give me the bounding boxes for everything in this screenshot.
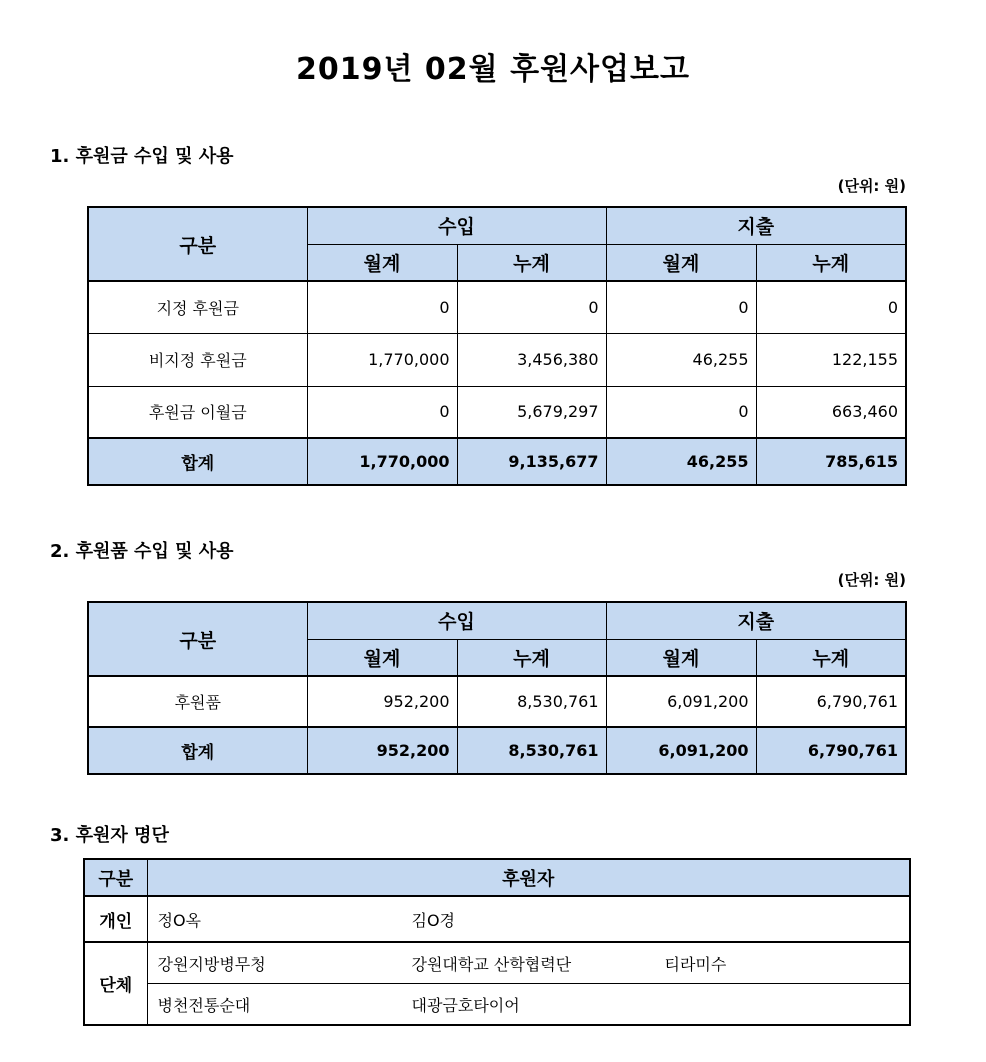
income-monthly: 1,770,000 bbox=[307, 333, 457, 386]
header-expense-cumulative: 누계 bbox=[756, 244, 906, 281]
header-income: 수입 bbox=[307, 207, 606, 244]
expense-cumulative: 0 bbox=[756, 281, 906, 333]
group-row bbox=[84, 942, 910, 984]
expense-cumulative: 6,790,761 bbox=[756, 676, 906, 727]
donor-list-table bbox=[83, 858, 911, 1026]
donation-money-table bbox=[87, 206, 907, 486]
table-row bbox=[88, 676, 906, 727]
header-income: 수입 bbox=[307, 602, 606, 639]
header-expense-cumulative: 누계 bbox=[756, 639, 906, 676]
income-cumulative: 0 bbox=[457, 281, 606, 333]
header-expense-monthly: 월계 bbox=[606, 244, 756, 281]
individual-names bbox=[147, 896, 910, 942]
header-income-cumulative: 누계 bbox=[457, 639, 606, 676]
income-monthly: 0 bbox=[307, 386, 457, 438]
donor-name: 강원대학교 산학협력단 bbox=[411, 954, 572, 974]
row-label: 지정 후원금 bbox=[88, 281, 307, 333]
expense-monthly: 0 bbox=[606, 386, 756, 438]
section-1-unit: (단위: 원) bbox=[837, 177, 906, 195]
total-label: 합계 bbox=[88, 438, 307, 485]
group-names-row-2 bbox=[147, 984, 910, 1026]
total-income-monthly: 952,200 bbox=[307, 727, 457, 774]
header-expense: 지출 bbox=[606, 602, 906, 639]
group-row bbox=[84, 984, 910, 1026]
row-label: 후원품 bbox=[88, 676, 307, 727]
donation-goods-table bbox=[87, 601, 907, 775]
total-row bbox=[88, 727, 906, 774]
donor-name: 병천전통순대 bbox=[157, 995, 251, 1015]
total-expense-cumulative: 785,615 bbox=[756, 438, 906, 485]
individual-label: 개인 bbox=[84, 896, 147, 942]
donor-name: 대광금호타이어 bbox=[411, 995, 520, 1015]
total-expense-cumulative: 6,790,761 bbox=[756, 727, 906, 774]
expense-monthly: 46,255 bbox=[606, 333, 756, 386]
total-income-cumulative: 8,530,761 bbox=[457, 727, 606, 774]
table-row bbox=[88, 281, 906, 333]
income-cumulative: 5,679,297 bbox=[457, 386, 606, 438]
total-income-cumulative: 9,135,677 bbox=[457, 438, 606, 485]
header-income-cumulative: 누계 bbox=[457, 244, 606, 281]
income-cumulative: 3,456,380 bbox=[457, 333, 606, 386]
page-title: 2019년 02월 후원사업보고 bbox=[296, 52, 690, 87]
table-row bbox=[88, 386, 906, 438]
section-2-unit: (단위: 원) bbox=[837, 571, 906, 589]
header-category: 구분 bbox=[88, 207, 307, 281]
row-label: 후원금 이월금 bbox=[88, 386, 307, 438]
header-income-monthly: 월계 bbox=[307, 244, 457, 281]
header-income-monthly: 월계 bbox=[307, 639, 457, 676]
income-monthly: 952,200 bbox=[307, 676, 457, 727]
expense-cumulative: 663,460 bbox=[756, 386, 906, 438]
income-cumulative: 8,530,761 bbox=[457, 676, 606, 727]
donor-header-category: 구분 bbox=[84, 859, 147, 896]
total-expense-monthly: 6,091,200 bbox=[606, 727, 756, 774]
expense-cumulative: 122,155 bbox=[756, 333, 906, 386]
expense-monthly: 6,091,200 bbox=[606, 676, 756, 727]
header-expense-monthly: 월계 bbox=[606, 639, 756, 676]
donor-name: 정O옥 bbox=[157, 910, 202, 930]
table-row bbox=[88, 333, 906, 386]
income-monthly: 0 bbox=[307, 281, 457, 333]
header-expense: 지출 bbox=[606, 207, 906, 244]
donor-header-donors: 후원자 bbox=[147, 859, 910, 896]
group-label: 단체 bbox=[84, 942, 147, 1025]
total-income-monthly: 1,770,000 bbox=[307, 438, 457, 485]
section-3-heading: 3. 후원자 명단 bbox=[50, 825, 169, 846]
section-1-heading: 1. 후원금 수입 및 사용 bbox=[50, 146, 234, 167]
total-label: 합계 bbox=[88, 727, 307, 774]
total-expense-monthly: 46,255 bbox=[606, 438, 756, 485]
total-row bbox=[88, 438, 906, 485]
donor-name: 강원지방병무청 bbox=[157, 954, 266, 974]
row-label: 비지정 후원금 bbox=[88, 333, 307, 386]
individual-row bbox=[84, 896, 910, 942]
expense-monthly: 0 bbox=[606, 281, 756, 333]
donor-name: 김O경 bbox=[411, 910, 456, 930]
header-category: 구분 bbox=[88, 602, 307, 676]
donor-name: 티라미수 bbox=[664, 954, 727, 974]
section-2-heading: 2. 후원품 수입 및 사용 bbox=[50, 541, 234, 562]
group-names-row-1 bbox=[147, 942, 910, 984]
